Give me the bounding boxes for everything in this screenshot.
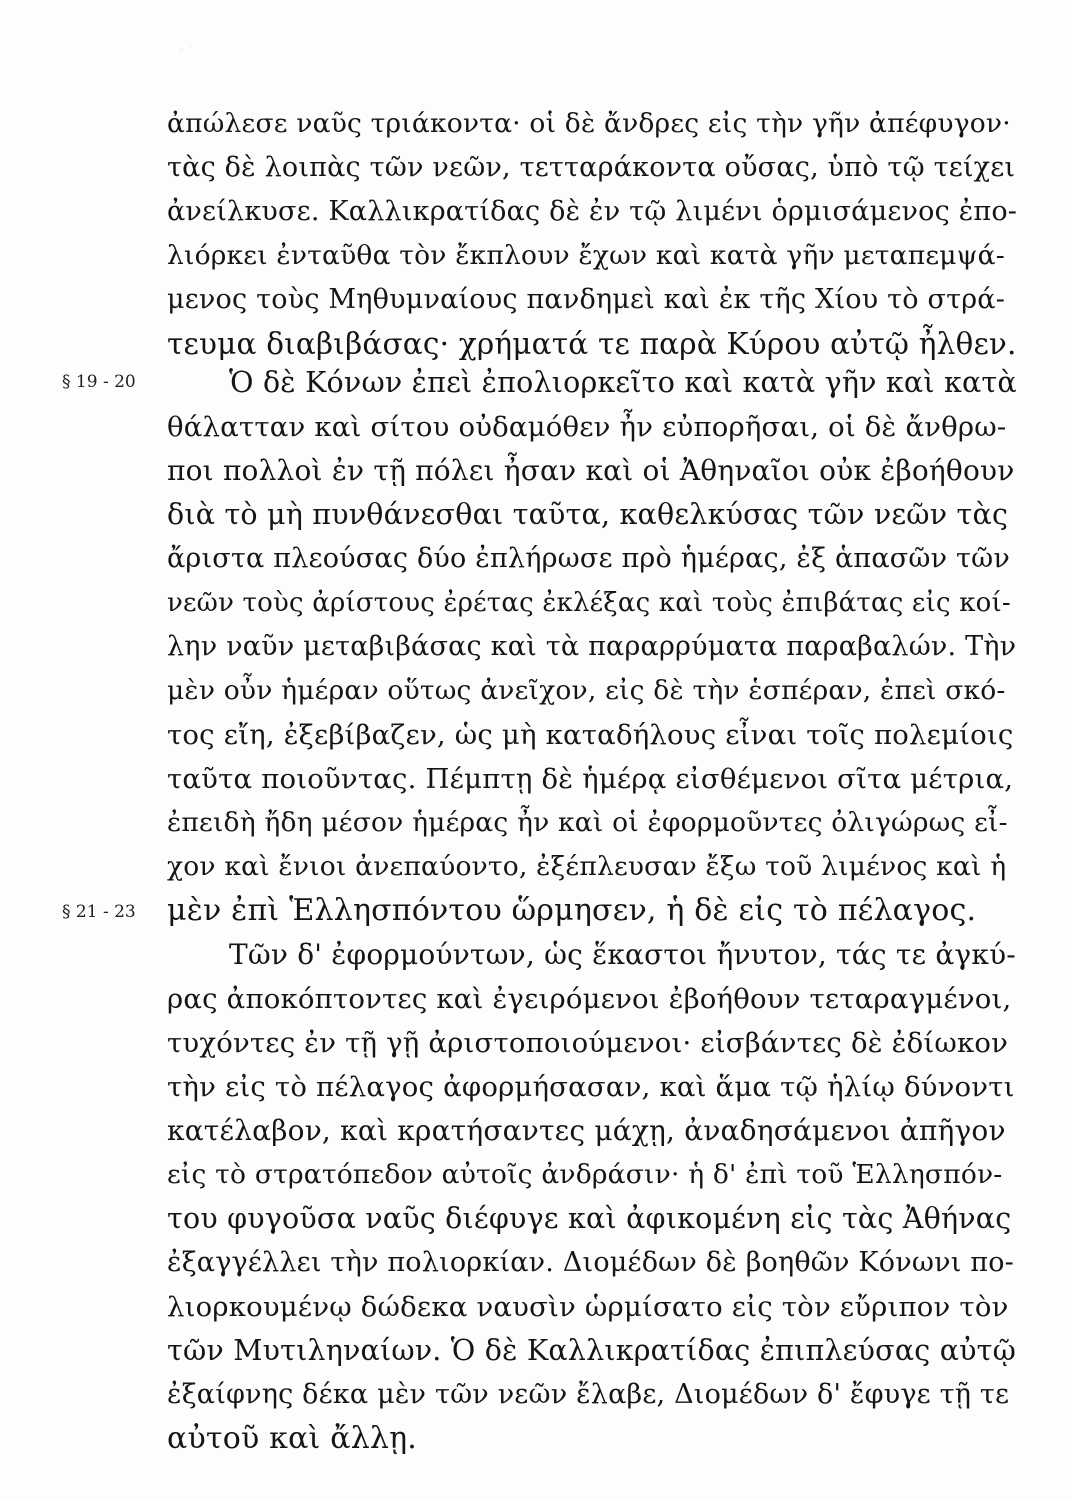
- paragraph-start-line: Τῶν δ' ἐφορμούντων, ὡς ἕκαστοι ἤνυτον, τάς τε ἀγκύ-: [229, 938, 1016, 971]
- section-ref-21-23: § 21 - 23: [62, 902, 136, 922]
- text-line: ἀπώλεσε ναῦς τριάκοντα· οἱ δὲ ἄνδρες εἰς τὴν γῆν ἀπέφυγον·: [167, 108, 1011, 139]
- text-line: τυχόντες ἐν τῇ γῇ ἀριστοποιούμενοι· εἰσβάντες δὲ ἐδίωκον: [167, 1027, 1009, 1059]
- text-line: ἐπειδὴ ἤδη μέσον ἡμέρας ἦν καὶ οἱ ἐφορμοῦντες ὀλιγώρως εἶ-: [167, 807, 1008, 838]
- text-line: λιορκουμένῳ δώδεκα ναυσὶν ὡρμίσατο εἰς τὸν εὔριπον τὸν: [167, 1291, 1009, 1323]
- paragraph-start-line: Ὁ δὲ Κόνων ἐπεὶ ἐπολιορκεῖτο καὶ κατὰ γῆν καὶ κατὰ: [229, 366, 1017, 399]
- text-line: χον καὶ ἔνιοι ἀνεπαύοντο, ἐξέπλευσαν ἔξω τοῦ λιμένος καὶ ἡ: [167, 851, 1007, 882]
- text-line: τὰς δὲ λοιπὰς τῶν νεῶν, τετταράκοντα οὔσας, ὑπὸ τῷ τείχει: [167, 152, 1016, 183]
- text-line: ἀνείλκυσε. Καλλικρατίδας δὲ ἐν τῷ λιμένι ὁρμισάμενος ἐπο-: [167, 196, 1018, 227]
- text-line: μενος τοὺς Μηθυμναίους πανδημεὶ καὶ ἐκ τῆς Χίου τὸ στρά-: [167, 284, 1006, 315]
- text-line: μὲν ἐπὶ Ἑλλησπόντου ὥρμησεν, ἡ δὲ εἰς τὸ πέλαγος.: [167, 893, 977, 928]
- section-ref-19-20: § 19 - 20: [62, 372, 136, 392]
- text-line: ρας ἀποκόπτοντες καὶ ἐγειρόμενοι ἐβοήθουν τεταραγμένοι,: [167, 983, 1012, 1015]
- text-line: τὴν εἰς τὸ πέλαγος ἀφορμήσασαν, καὶ ἅμα τῷ ἡλίῳ δύνοντι: [167, 1071, 1015, 1103]
- text-line: ἐξαίφνης δέκα μὲν τῶν νεῶν ἔλαβε, Διομέδων δ' ἔφυγε τῇ τε: [167, 1379, 1010, 1410]
- text-line: μὲν οὖν ἡμέραν οὕτως ἀνεῖχον, εἰς δὲ τὴν ἑσπέραν, ἐπεὶ σκό-: [167, 675, 1006, 706]
- text-line: εἰς τὸ στρατόπεδον αὐτοῖς ἀνδράσιν· ἡ δ' ἐπὶ τοῦ Ἑλλησπόν-: [167, 1159, 1003, 1190]
- text-line: κατέλαβον, καὶ κρατήσαντες μάχῃ, ἀναδησάμενοι ἀπῆγον: [167, 1114, 1006, 1147]
- text-line: διὰ τὸ μὴ πυνθάνεσθαι ταῦτα, καθελκύσας τῶν νεῶν τὰς: [167, 498, 1009, 531]
- text-line: ἄριστα πλεούσας δύο ἐπλήρωσε πρὸ ἡμέρας, ἐξ ἁπασῶν τῶν: [167, 543, 1011, 574]
- text-line: τος εἴη, ἐξεβίβαζεν, ὡς μὴ καταδήλους εἶναι τοῖς πολεμίοις: [167, 719, 1014, 751]
- text-line: λην ναῦν μεταβιβάσας καὶ τὰ παραρρύματα παραβαλών. Τὴν: [167, 631, 1017, 662]
- text-line: νεῶν τοὺς ἀρίστους ἐρέτας ἐκλέξας καὶ τοὺς ἐπιβάτας εἰς κοί-: [167, 588, 1011, 618]
- text-line: τευμα διαβιβάσας· χρήματά τε παρὰ Κύρου αὐτῷ ἦλθεν.: [167, 327, 1017, 361]
- text-line: του φυγοῦσα ναῦς διέφυγε καὶ ἀφικομένη εἰς τὰς Ἀθήνας: [167, 1202, 1012, 1235]
- text-line: θάλατταν καὶ σίτου οὐδαμόθεν ἦν εὐπορῆσαι, οἱ δὲ ἄνθρω-: [167, 411, 1007, 443]
- text-line: ἐξαγγέλλει τὴν πολιορκίαν. Διομέδων δὲ βοηθῶν Κόνωνι πο-: [167, 1247, 1014, 1278]
- text-line: ποι πολλοὶ ἐν τῇ πόλει ἦσαν καὶ οἱ Ἀθηναῖοι οὐκ ἐβοήθουν: [167, 454, 1015, 487]
- text-line: ταῦτα ποιοῦντας. Πέμπτῃ δὲ ἡμέρᾳ εἰσθέμενοι σῖτα μέτρια,: [167, 763, 1014, 795]
- text-line: τῶν Μυτιληναίων. Ὁ δὲ Καλλικρατίδας ἐπιπλεύσας αὐτῷ: [167, 1334, 1017, 1367]
- scan-speck: ◦ ˙: [178, 44, 194, 57]
- text-line: αὐτοῦ καὶ ἄλλῃ.: [167, 1421, 418, 1456]
- text-line: λιόρκει ἐνταῦθα τὸν ἔκπλουν ἔχων καὶ κατὰ γῆν μεταπεμψά-: [167, 240, 1005, 271]
